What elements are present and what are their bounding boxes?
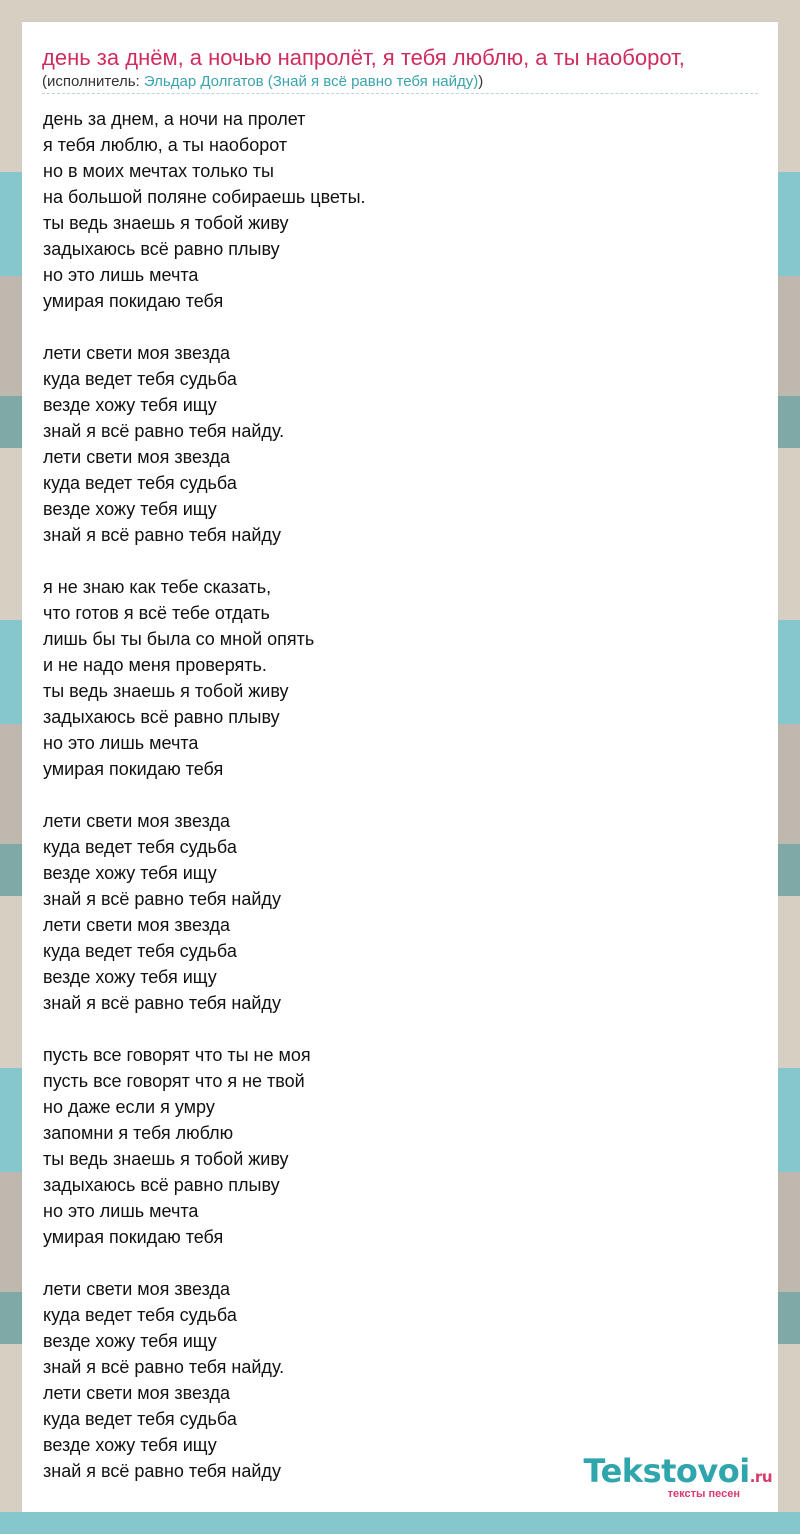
artist-line bbox=[42, 73, 762, 91]
lyrics-text: день за днем, а ночи на пролет я тебя люблю, а ты наоборот но в моих мечтах только ты на большой поляне собираешь цветы. ты ведь знаешь я тобой живу задыхаюсь всё равно плыву но это лишь мечта умирая покидаю тебя лети свети моя звезда куда ведет тебя судьба везде хожу тебя ищу знай я всё равно тебя найду. лети свети моя звезда куда ведет тебя судьба везде хожу тебя ищу знай я всё равно тебя найду я не знаю как тебе сказать, что готов я всё тебе отдать лишь бы ты была со мной опять и не надо меня проверять. ты ведь знаешь я тобой живу задыхаюсь всё равно плыву но это лишь мечта умирая покидаю тебя лети свети моя звезда куда ведет тебя судьба везде хожу тебя ищу знай я всё равно тебя найду лети свети моя звезда куда ведет тебя судьба везде хожу тебя ищу знай я всё равно тебя найду пусть все говорят что ты не моя пусть все говорят что я не твой но даже если я умру запомни я тебя люблю ты ведь знаешь я тобой живу задыхаюсь всё равно плыву но это лишь мечта умирая покидаю тебя лети свети моя звезда куда ведет тебя судьба везде хожу тебя ищу знай я всё равно тебя найду. лети свети моя звезда куда ведет тебя судьба везде хожу тебя ищу знай я всё равно тебя найду bbox=[43, 109, 366, 1481]
artist-suffix: ) bbox=[478, 73, 484, 90]
artist-link[interactable]: Эльдар Долгатов (Знай я всё равно тебя найду) bbox=[143, 73, 479, 90]
logo-main-text: Tekstovoi bbox=[583, 1452, 750, 1490]
artist-prefix: (исполнитель: bbox=[42, 73, 144, 90]
header-divider bbox=[42, 93, 758, 94]
page-title: день за днём, а ночью напролёт, я тебя люблю, а ты наоборот, bbox=[42, 46, 685, 70]
site-logo[interactable] bbox=[584, 1454, 772, 1500]
logo-tld: .ru bbox=[749, 1468, 772, 1486]
lyrics-card bbox=[22, 22, 778, 1512]
logo-tagline: тексты песен bbox=[667, 1488, 740, 1500]
